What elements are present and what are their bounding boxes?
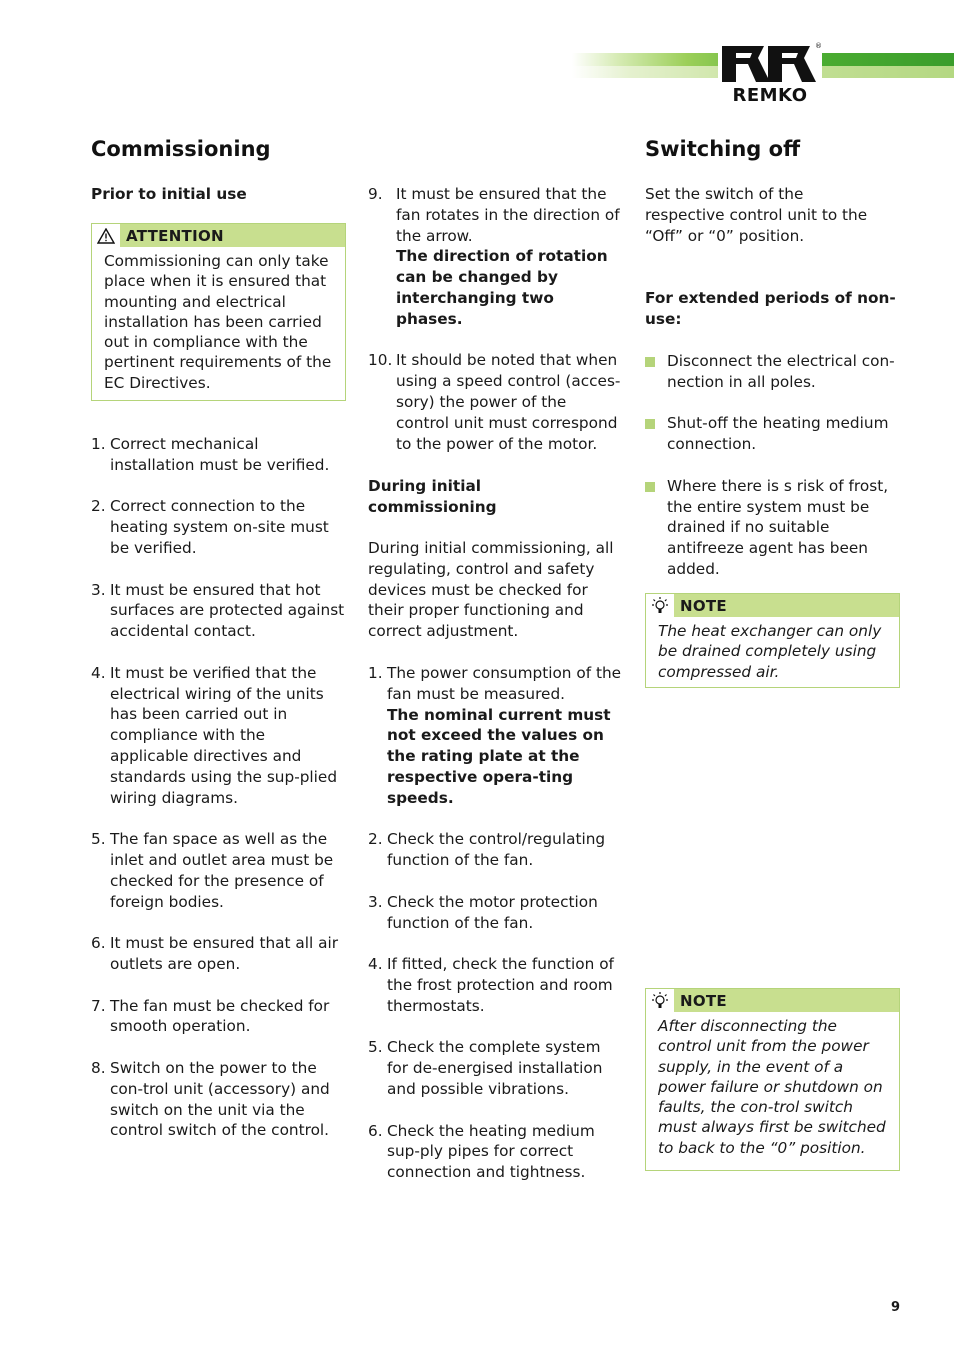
item-number: 2. bbox=[91, 497, 106, 516]
attention-header bbox=[92, 224, 345, 247]
bullet-text: Shut-off the heating medium connection. bbox=[667, 414, 889, 454]
item-number: 6. bbox=[91, 934, 106, 953]
list-item bbox=[91, 663, 347, 809]
mid-top-list bbox=[368, 184, 624, 454]
note-box-1 bbox=[645, 593, 900, 688]
item-text: The fan space as well as the inlet and outlet area must be checked for the presence of foreign bodies. bbox=[110, 830, 334, 911]
bullet-square-icon bbox=[645, 357, 655, 367]
initial-commissioning-subtitle: During initial commissioning bbox=[368, 477, 497, 516]
bullet-item bbox=[645, 476, 905, 580]
prior-use-subtitle: Prior to initial use bbox=[91, 185, 247, 203]
bullet-square-icon bbox=[645, 482, 655, 492]
item-text: Correct mechanical installation must be verified. bbox=[110, 435, 330, 474]
registered-mark: ® bbox=[815, 42, 822, 50]
logo-text: REMKO bbox=[732, 85, 808, 106]
item-number: 1. bbox=[91, 435, 106, 453]
list-item bbox=[91, 933, 347, 975]
lightbulb-icon bbox=[646, 989, 674, 1012]
item-bold-text: The direction of rotation can be changed by interchanging two phases. bbox=[396, 247, 608, 328]
logo-mark-icon bbox=[718, 42, 822, 86]
item-text: Correct connection to the heating system on-site must be verified. bbox=[110, 497, 329, 557]
list-item bbox=[368, 663, 622, 809]
initial-commissioning-intro: During initial commissioning, all regulating, control and safety devices must be checked for their proper functioning and correct adjustment. bbox=[368, 539, 614, 641]
lightbulb-icon bbox=[646, 594, 674, 617]
note-2-label: NOTE bbox=[680, 991, 727, 1010]
item-number: 1. bbox=[368, 664, 383, 682]
list-item bbox=[91, 496, 347, 558]
list-item bbox=[91, 1058, 347, 1141]
list-item bbox=[368, 350, 624, 454]
list-item bbox=[91, 580, 347, 642]
remko-logo bbox=[718, 42, 822, 106]
note-2-text: After disconnecting the control unit from the power supply, in the event of a power failure or shutdown on faults, the con-trol switch must always first be switched to back to the “0” position. bbox=[658, 1017, 886, 1157]
mid-step-list bbox=[368, 663, 622, 1183]
item-number: 3. bbox=[91, 580, 106, 599]
left-step-list bbox=[91, 434, 347, 1141]
item-text: It must be ensured that the fan rotates in the direction of the arrow. bbox=[396, 185, 620, 245]
note-box-2 bbox=[645, 988, 900, 1171]
item-number: 7. bbox=[91, 996, 106, 1015]
item-number: 4. bbox=[368, 955, 383, 974]
item-text: If fitted, check the function of the frost protection and room thermostats. bbox=[387, 955, 614, 1015]
item-number: 10. bbox=[368, 351, 393, 370]
warning-triangle-icon bbox=[92, 224, 120, 247]
item-number: 3. bbox=[368, 892, 383, 911]
item-text: Switch on the power to the con-trol unit (accessory) and switch on the unit via the control switch of the control. bbox=[110, 1058, 330, 1140]
list-item bbox=[368, 954, 622, 1016]
item-text: The power consumption of the fan must be measured. bbox=[387, 664, 622, 703]
list-item bbox=[368, 1121, 622, 1183]
list-item bbox=[91, 829, 347, 912]
switching-off-title: Switching off bbox=[645, 137, 801, 161]
list-item bbox=[368, 184, 624, 330]
bullet-item bbox=[645, 413, 905, 455]
item-number: 5. bbox=[91, 830, 106, 849]
item-text: Check the complete system for de-energised installation and possible vibrations. bbox=[387, 1038, 603, 1098]
attention-label: ATTENTION bbox=[126, 226, 224, 245]
item-number: 5. bbox=[368, 1038, 383, 1057]
non-use-bullets bbox=[645, 351, 905, 601]
bullet-text: Disconnect the electrical con-nection in all poles. bbox=[667, 352, 895, 391]
item-text: It must be verified that the electrical wiring of the units has been carried out in compliance with the applicable directives and standards using the sup-plied wiring diagrams. bbox=[110, 663, 338, 807]
list-item bbox=[91, 996, 347, 1038]
item-text: Check the motor protection function of the fan. bbox=[387, 892, 598, 932]
item-text: It must be ensured that hot surfaces are protected against accidental contact. bbox=[110, 580, 345, 641]
attention-text: Commissioning can only take place when it is ensured that mounting and electrical installation has been carried out in compliance with the pertinent requirements of the EC Directives. bbox=[104, 252, 332, 392]
left-steps bbox=[91, 434, 347, 1162]
note-1-text: The heat exchanger can only be drained completely using compressed air. bbox=[658, 622, 882, 681]
switching-off-intro: Set the switch of the respective control unit to the “Off” or “0” position. bbox=[645, 185, 868, 245]
commissioning-title: Commissioning bbox=[91, 137, 271, 161]
non-use-subtitle: For extended periods of non-use: bbox=[645, 289, 896, 328]
item-number: 8. bbox=[91, 1058, 106, 1077]
bullet-text: Where there is s risk of frost, the entire system must be drained if no suitable antifreeze agent has been added. bbox=[667, 476, 889, 578]
bullet-item bbox=[645, 351, 905, 393]
item-number: 9. bbox=[368, 185, 383, 203]
note-1-header bbox=[646, 594, 899, 617]
list-item bbox=[368, 829, 622, 871]
item-text: It should be noted that when using a speed control (acces-sory) the power of the control unit must correspond to the power of the motor. bbox=[396, 351, 621, 453]
list-item bbox=[368, 1037, 622, 1099]
item-bold-text: The nominal current must not exceed the values on the rating plate at the respective opera-ting speeds. bbox=[387, 705, 611, 807]
item-text: The fan must be checked for smooth operation. bbox=[110, 996, 330, 1036]
note-2-header bbox=[646, 989, 899, 1012]
middle-steps-top bbox=[368, 184, 624, 475]
item-number: 4. bbox=[91, 663, 106, 682]
page-number: 9 bbox=[891, 1300, 901, 1315]
bullet-square-icon bbox=[645, 419, 655, 429]
item-number: 2. bbox=[368, 830, 383, 849]
list-item bbox=[91, 434, 347, 476]
item-number: 6. bbox=[368, 1121, 383, 1140]
note-1-label: NOTE bbox=[680, 596, 727, 615]
item-text: Check the heating medium sup-ply pipes for correct connection and tightness. bbox=[387, 1121, 595, 1182]
non-use-bullet-list bbox=[645, 351, 905, 580]
attention-box bbox=[91, 223, 346, 401]
middle-steps bbox=[368, 663, 622, 1204]
item-text: Check the control/regulating function of the fan. bbox=[387, 830, 606, 870]
list-item bbox=[368, 892, 622, 934]
item-text: It must be ensured that all air outlets are open. bbox=[110, 934, 339, 973]
